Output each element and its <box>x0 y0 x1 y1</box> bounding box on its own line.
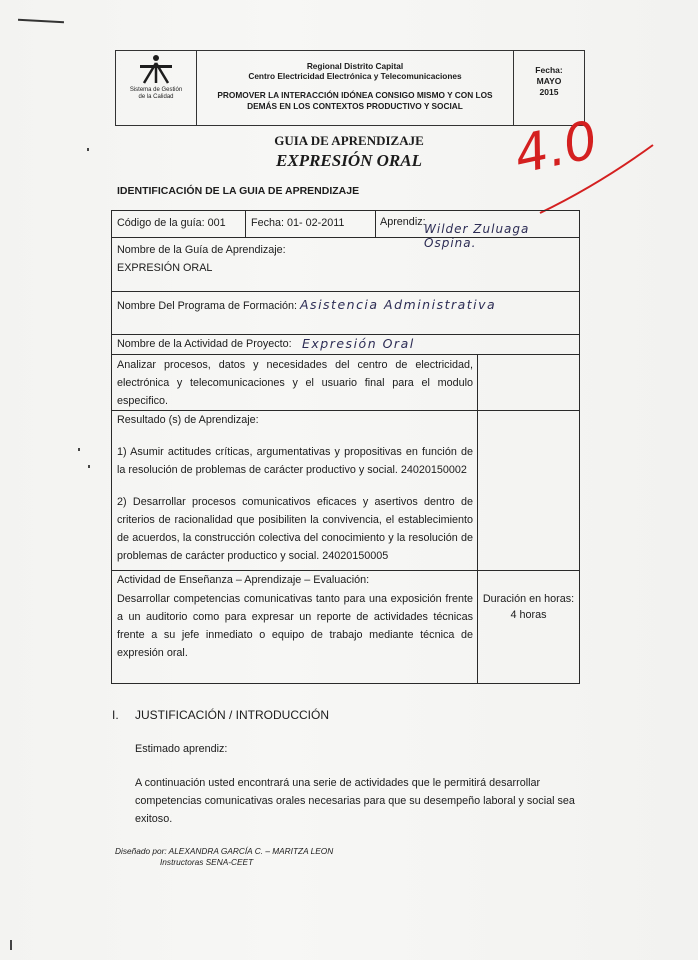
quality-system-line1: Sistema de Gestión <box>129 87 183 93</box>
form-row-activity <box>112 571 579 683</box>
activity-text: Desarrollar competencias comunicativas tanto para una exposición frente a un auditorio como para expresar un reporte de actividades técnicas frente a su jefe inmediato o equipo de trabajo mediante técnica de expresión oral. <box>117 593 473 659</box>
intro-paragraph: A continuación usted encontrará una serie de actividades que le permitirá desarrollar competencias comunicativas orales necesarias para que su desempeño laboral y social sea exitoso. <box>135 777 575 825</box>
activity-label: Actividad de Enseñanza – Aprendizaje – Evaluación: <box>117 574 370 586</box>
stray-mark <box>10 940 12 950</box>
form-row-program <box>112 292 579 335</box>
project-label: Nombre de la Actividad de Proyecto: <box>117 338 292 350</box>
quality-system-label <box>118 87 194 101</box>
results-label: Resultado (s) de Aprendizaje: <box>117 414 259 426</box>
duration-label: Duración en horas: <box>482 593 575 605</box>
pen-mark <box>18 19 64 23</box>
result-1: 1) Asumir actitudes críticas, argumentativas y propositivas en función de la resolución de problemas de carácter productivo y social. 24020150002 <box>117 446 473 476</box>
section-number: I. <box>112 708 119 722</box>
guide-name-label: Nombre de la Guía de Aprendizaje: <box>117 244 286 256</box>
guide-subtitle: EXPRESIÓN ORAL <box>276 151 422 170</box>
learner-name-handwritten: Wilder Zuluaga Ospina. <box>424 222 530 250</box>
promo-line1: PROMOVER LA INTERACCIÓN IDÓNEA CONSIGO MISMO Y CON LOS <box>217 90 493 100</box>
footer-designers: Diseñado por: ALEXANDRA GARCÍA C. – MARITZA LEON <box>115 846 334 856</box>
form-row-results <box>112 411 579 571</box>
footer-role: Instructoras SENA-CEET <box>160 857 254 867</box>
greeting-text: Estimado aprendiz: <box>135 743 228 755</box>
stray-mark <box>87 148 89 151</box>
program-label: Nombre Del Programa de Formación: <box>117 300 298 312</box>
form-row-guide-name <box>112 238 579 292</box>
center-name: Centro Electricidad Electrónica y Telecomunicaciones <box>248 71 462 81</box>
form-row-analysis <box>112 355 579 411</box>
project-handwritten: Expresión Oral <box>302 336 415 351</box>
promo-line2: DEMÁS EN LOS CONTEXTOS PRODUCTIVO Y SOCIAL <box>247 101 463 111</box>
code-label: Código de la guía: 001 <box>117 217 226 229</box>
activity-cell <box>112 571 478 683</box>
code-cell <box>112 211 246 237</box>
guide-name-value: EXPRESIÓN ORAL <box>117 262 213 274</box>
date-label: Fecha: <box>535 65 563 75</box>
guide-title: GUIA DE APRENDIZAJE <box>274 133 424 148</box>
section-title: JUSTIFICACIÓN / INTRODUCCIÓN <box>135 708 329 722</box>
learner-label: Aprendiz: <box>380 216 426 228</box>
identification-heading: IDENTIFICACIÓN DE LA GUIA DE APRENDIZAJE <box>117 185 360 197</box>
stray-mark <box>78 448 80 451</box>
quality-system-line2: de la Calidad <box>138 94 174 100</box>
analysis-text: Analizar procesos, datos y necesidades del centro de electricidad, electrónica y telecomunicaciones y el usuario final para el modulo especifico. <box>117 359 473 407</box>
guide-form-table <box>111 210 580 684</box>
footer-credits <box>115 846 333 868</box>
result-2: 2) Desarrollar procesos comunicativos eficaces y asertivos dentro de criterios de racionalidad que posibiliten la convivencia, el establecimiento de acuerdos, la construcción colectiva del conocimiento y la resolución de problemas de carácter productico y social. 24020150005 <box>117 496 473 562</box>
program-handwritten: Asistencia Administrativa <box>300 297 497 312</box>
promo-text <box>197 90 513 112</box>
analysis-cell <box>112 355 478 410</box>
stray-mark <box>88 465 90 468</box>
duration-cell <box>478 571 579 683</box>
header-center <box>197 51 514 125</box>
handwritten-grade <box>508 105 668 220</box>
date-year: 2015 <box>539 87 559 97</box>
date-cell <box>246 211 376 237</box>
form-date-label: Fecha: 01- 02-2011 <box>251 217 345 229</box>
date-month: MAYO <box>536 76 562 86</box>
duration-value: 4 horas <box>510 609 547 621</box>
logo-cell <box>116 51 197 125</box>
results-cell <box>112 411 478 570</box>
learner-cell <box>376 211 579 250</box>
grade-text: 4.0 <box>509 110 603 187</box>
form-row-project <box>112 335 579 355</box>
regional-name: Regional Distrito Capital <box>306 61 404 71</box>
sena-logo-icon <box>136 53 176 85</box>
